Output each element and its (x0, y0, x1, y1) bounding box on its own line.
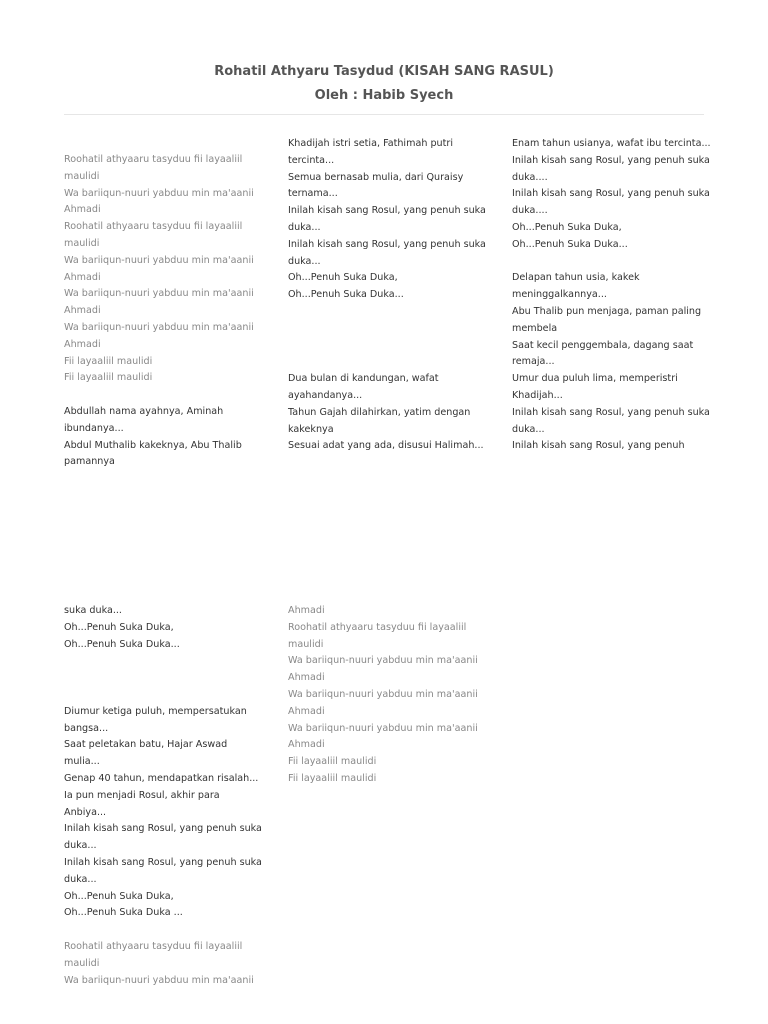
stanza-gap (64, 670, 264, 687)
lyric-line: Genap 40 tahun, mendapatkan risalah... (64, 772, 259, 784)
lyric-line: Wa bariiqun-nuuri yabduu min ma'aanii (64, 974, 254, 986)
lyric-line: Wa bariiqun-nuuri yabduu min ma'aanii Ahmadi (64, 254, 254, 283)
lyrics-column-2 (288, 136, 488, 455)
lyrics-column-1 (64, 152, 264, 471)
document-title: Rohatil Athyaru Tasydud (KISAH SANG RASUL) (214, 64, 554, 79)
lyric-line: Abdul Muthalib kakeknya, Abu Thalib pamannya (64, 439, 242, 468)
lyric-line: Wa bariiqun-nuuri yabduu min ma'aanii Ahmadi (64, 288, 254, 317)
lyric-line: Inilah kisah sang Rosul, yang penuh suka duka.... (512, 154, 710, 183)
lyric-line: Saat kecil penggembala, dagang saat remaja... (512, 339, 694, 368)
lyric-line: Delapan tahun usia, kakek meninggalkannya... (512, 272, 640, 301)
lyric-line: Saat peletakan batu, Hajar Aswad mulia... (64, 739, 228, 768)
lyric-line: Fii layaaliil maulidi (288, 756, 377, 768)
header-divider (64, 114, 704, 115)
lyrics-column-5 (288, 603, 488, 788)
lyric-line: Oh...Penuh Suka Duka, (64, 621, 174, 633)
lyric-line: Ahmadi (288, 605, 325, 616)
lyric-line: Wa bariiqun-nuuri yabduu min ma'aanii Ahmadi (288, 655, 478, 684)
lyric-line: Abdullah nama ayahnya, Aminah ibundanya... (64, 405, 224, 434)
lyric-line: Oh...Penuh Suka Duka, (64, 890, 174, 902)
lyric-line: Oh...Penuh Suka Duka... (512, 238, 628, 250)
lyric-line: suka duka... (64, 605, 122, 616)
stanza-gap (288, 354, 488, 371)
lyric-line: Sesuai adat yang ada, disusui Halimah... (288, 440, 484, 452)
lyric-line: Inilah kisah sang Rosul, yang penuh suka duka... (64, 823, 262, 852)
lyric-line: Oh...Penuh Suka Duka, (512, 221, 622, 233)
lyric-line: Semua bernasab mulia, dari Quraisy ternama... (288, 171, 464, 200)
stanza-gap (64, 687, 264, 704)
lyric-line: Abu Thalib pun menjaga, paman paling membela (512, 305, 702, 334)
lyric-line: Khadijah istri setia, Fathimah putri tercinta... (288, 138, 453, 166)
lyric-line: Wa bariiqun-nuuri yabduu min ma'aanii Ahmadi (64, 321, 254, 350)
lyric-line: Inilah kisah sang Rosul, yang penuh suka duka... (288, 205, 486, 233)
stanza-gap (288, 321, 488, 338)
stanza-gap (288, 304, 488, 321)
stanza-gap (288, 338, 488, 355)
lyric-line: Inilah kisah sang Rosul, yang penuh suka duka.... (512, 188, 710, 217)
lyric-line: Inilah kisah sang Rosul, yang penuh suka duka... (288, 238, 486, 267)
lyric-line: Roohatil athyaaru tasyduu fii layaaliil maulidi (64, 221, 243, 249)
lyric-line: Inilah kisah sang Rosul, yang penuh suka duka... (512, 406, 710, 435)
lyric-line: Oh...Penuh Suka Duka, (288, 272, 398, 284)
document-subtitle: Oleh : Habib Syech (314, 88, 454, 103)
lyric-line: Inilah kisah sang Rosul, yang penuh (512, 440, 685, 452)
lyric-line: Dua bulan di kandungan, wafat ayahandanya... (288, 373, 439, 401)
lyric-line: Fii layaaliil maulidi (288, 772, 377, 784)
lyric-line: Inilah kisah sang Rosul, yang penuh suka duka... (64, 856, 262, 885)
lyric-line: Fii layaaliil maulidi (64, 372, 153, 384)
lyric-line: Oh...Penuh Suka Duka... (64, 638, 180, 650)
lyric-line: Roohatil athyaaru tasyduu fii layaaliil maulidi (288, 621, 467, 650)
lyric-line: Roohatil athyaaru tasyduu fii layaaliil maulidi (64, 154, 243, 182)
lyric-line: Tahun Gajah dilahirkan, yatim dengan kakeknya (288, 406, 471, 435)
stanza-gap (64, 387, 264, 404)
lyric-line: Oh...Penuh Suka Duka ... (64, 907, 183, 919)
lyric-line: Umur dua puluh lima, memperistri Khadijah... (512, 373, 678, 401)
lyric-line: Roohatil athyaaru tasyduu fii layaaliil maulidi (64, 940, 243, 969)
lyric-line: Wa bariiqun-nuuri yabduu min ma'aanii Ahmadi (64, 187, 254, 216)
lyric-line: Enam tahun usianya, wafat ibu tercinta... (512, 138, 711, 149)
lyric-line: Diumur ketiga puluh, mempersatukan bangsa... (64, 705, 247, 734)
lyric-line: Wa bariiqun-nuuri yabduu min ma'aanii Ahmadi (288, 688, 478, 717)
lyric-line: Oh...Penuh Suka Duka... (288, 289, 404, 301)
lyrics-column-3 (512, 136, 712, 455)
lyric-line: Ia pun menjadi Rosul, akhir para Anbiya... (64, 789, 220, 818)
lyric-line: Fii layaaliil maulidi (64, 355, 153, 367)
stanza-gap (64, 922, 264, 939)
stanza-gap (64, 653, 264, 670)
stanza-gap (512, 254, 712, 271)
lyric-line: Wa bariiqun-nuuri yabduu min ma'aanii Ahmadi (288, 722, 478, 751)
lyrics-column-4 (64, 603, 264, 989)
